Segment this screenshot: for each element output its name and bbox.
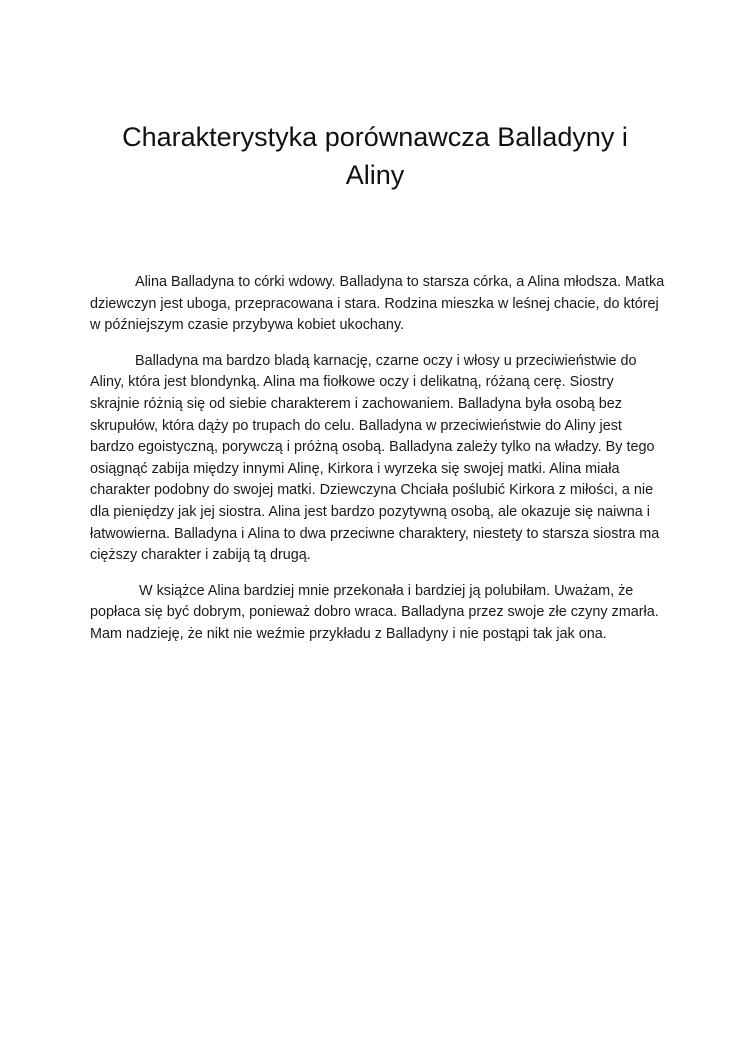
document-body [90,272,665,660]
paragraph-comparison: Balladyna ma bardzo bladą karnację, czarne oczy i włosy u przeciwieństwie do Aliny, która jest blondynką. Alina ma fiołkowe oczy i delikatną, różaną cerę. Siostry skrajnie różnią się od siebie charakterem i zachowaniem. Balladyna była osobą bez skrupułów, która dąży po trupach do celu. Balladyna w przeciwieństwie do Aliny jest bardzo egoistyczną, porywczą i próżną osobą. Balladyna zależy tylko na władzy. By tego osiągnąć zabija między innymi Alinę, Kirkora i wyrzeka się swojej matki. Alina miała charakter podobny do swojej matki. Dziewczyna Chciała poślubić Kirkora z miłości, a nie dla pieniędzy jak jej siostra. Alina jest bardzo pozytywną osobą, ale okazuje się naiwna i łatwowierna. Balladyna i Alina to dwa przeciwne charaktery, niestety to starsza siostra ma cięższy charakter i zabiją tą drugą. [90,352,660,564]
document-title: Charakterystyka porównawcza Balladyny i Aliny [122,122,628,190]
paragraph-intro: Alina Balladyna to córki wdowy. Balladyna to starsza córka, a Alina młodsza. Matka dziewczyn jest uboga, przepracowana i stara. Rodzina mieszka w leśnej chacie, do której w późniejszym czasie przybywa kobiet ukochany. [90,274,665,334]
paragraph-conclusion: W książce Alina bardziej mnie przekonała i bardziej ją polubiłam. Uważam, że popłaca się być dobrym, ponieważ dobro wraca. Balladyna przez swoje złe czyny zmarła. Mam nadzieję, że nikt nie weźmie przykładu z Balladyny i nie postąpi tak jak ona. [90,582,659,642]
